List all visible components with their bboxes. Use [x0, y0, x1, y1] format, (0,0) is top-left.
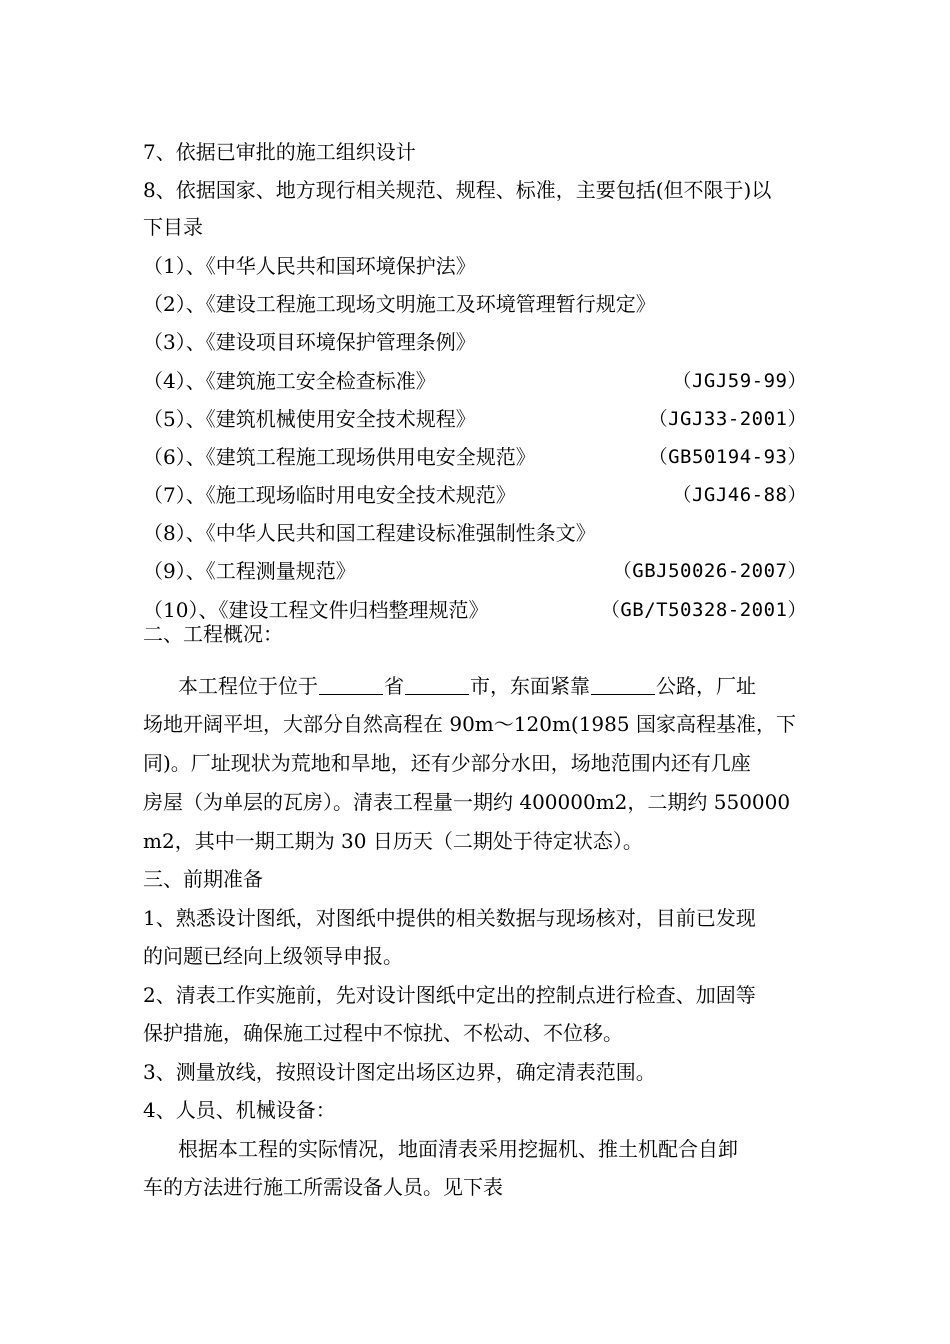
prep-heading: 三、前期准备: [143, 867, 263, 891]
province-blank: [319, 674, 383, 695]
overview-paragraph-line-5: m2，其中一期工期为 30 日历天（二期处于待定状态）。: [143, 829, 643, 853]
reference-title: （2）、《建设工程施工现场文明施工及环境管理暂行规定》: [143, 292, 656, 316]
road-blank: [591, 674, 655, 695]
overview-text: 市，东面紧靠: [470, 674, 590, 698]
prep-item-3: 3、测量放线，按照设计图定出场区边界，确定清表范围。: [143, 1060, 656, 1084]
prep-item-1-line-1: 1、熟悉设计图纸，对图纸中提供的相关数据与现场核对，目前已发现: [143, 906, 756, 930]
overview-paragraph-line-3: 同)。厂址现状为荒地和旱地，还有少部分水田，场地范围内还有几座: [143, 751, 751, 775]
reference-item-2: [143, 290, 807, 318]
overview-text: 省: [384, 674, 404, 698]
reference-title: （6）、《建筑工程施工现场供用电安全规范》: [143, 445, 536, 469]
reference-code: （GBJ50026-2007）: [612, 560, 807, 582]
reference-title: （9）、《工程测量规范》: [143, 559, 356, 583]
basis-item-8-line-1: 8、依据国家、地方现行相关规范、规程、标准，主要包括(但不限于)以: [143, 178, 772, 202]
reference-title: （3）、《建设项目环境保护管理条例》: [143, 330, 476, 354]
reference-code: （GB50194-93）: [648, 446, 807, 468]
city-blank: [405, 674, 469, 695]
overview-paragraph-line-4: 房屋（为单层的瓦房）。清表工程量一期约 400000m2，二期约 550000: [143, 790, 791, 814]
basis-item-8-line-2: 下目录: [143, 215, 203, 239]
reference-title: （4）、《建筑施工安全检查标准》: [143, 369, 436, 393]
basis-item-7: 7、依据已审批的施工组织设计: [143, 140, 416, 164]
reference-code: （GB/T50328-2001）: [600, 599, 807, 621]
reference-title: （10）、《建设工程文件归档整理规范》: [143, 598, 489, 622]
prep-item-2-line-1: 2、清表工作实施前，先对设计图纸中定出的控制点进行检查、加固等: [143, 983, 756, 1007]
reference-item-9: [143, 557, 807, 585]
overview-heading: 二、工程概况：: [143, 622, 283, 646]
reference-title: （5）、《建筑机械使用安全技术规程》: [143, 407, 476, 431]
overview-paragraph-line-2: 场地开阔平坦，大部分自然高程在 90m～120m(1985 国家高程基准，下: [143, 712, 796, 736]
reference-item-4: [143, 367, 807, 395]
reference-code: （JGJ59-99）: [672, 370, 807, 392]
reference-code: （JGJ46-88）: [672, 484, 807, 506]
prep-item-1-line-2: 的问题已经向上级领导申报。: [143, 944, 403, 968]
reference-item-8: [143, 519, 807, 547]
reference-item-5: [143, 405, 807, 433]
reference-title: （7）、《施工现场临时用电安全技术规范》: [143, 483, 516, 507]
reference-code: （JGJ33-2001）: [648, 408, 807, 430]
reference-item-3: [143, 328, 807, 356]
reference-title: （8）、《中华人民共和国工程建设标准强制性条文》: [143, 521, 596, 545]
prep-item-4-paragraph-line-2: 车的方法进行施工所需设备人员。见下表: [143, 1175, 503, 1199]
prep-item-4: 4、人员、机械设备：: [143, 1098, 336, 1122]
prep-item-2-line-2: 保护措施，确保施工过程中不惊扰、不松动、不位移。: [143, 1021, 623, 1045]
reference-item-7: [143, 481, 807, 509]
overview-paragraph-line-1: [143, 672, 842, 700]
overview-text: 公路，厂址: [656, 674, 756, 698]
reference-item-6: [143, 443, 807, 471]
reference-title: （1）、《中华人民共和国环境保护法》: [143, 254, 476, 278]
overview-text: 本工程位于位于: [178, 674, 318, 698]
prep-item-4-paragraph-line-1: 根据本工程的实际情况，地面清表采用挖掘机、推土机配合自卸: [178, 1137, 738, 1161]
reference-item-1: [143, 252, 807, 280]
